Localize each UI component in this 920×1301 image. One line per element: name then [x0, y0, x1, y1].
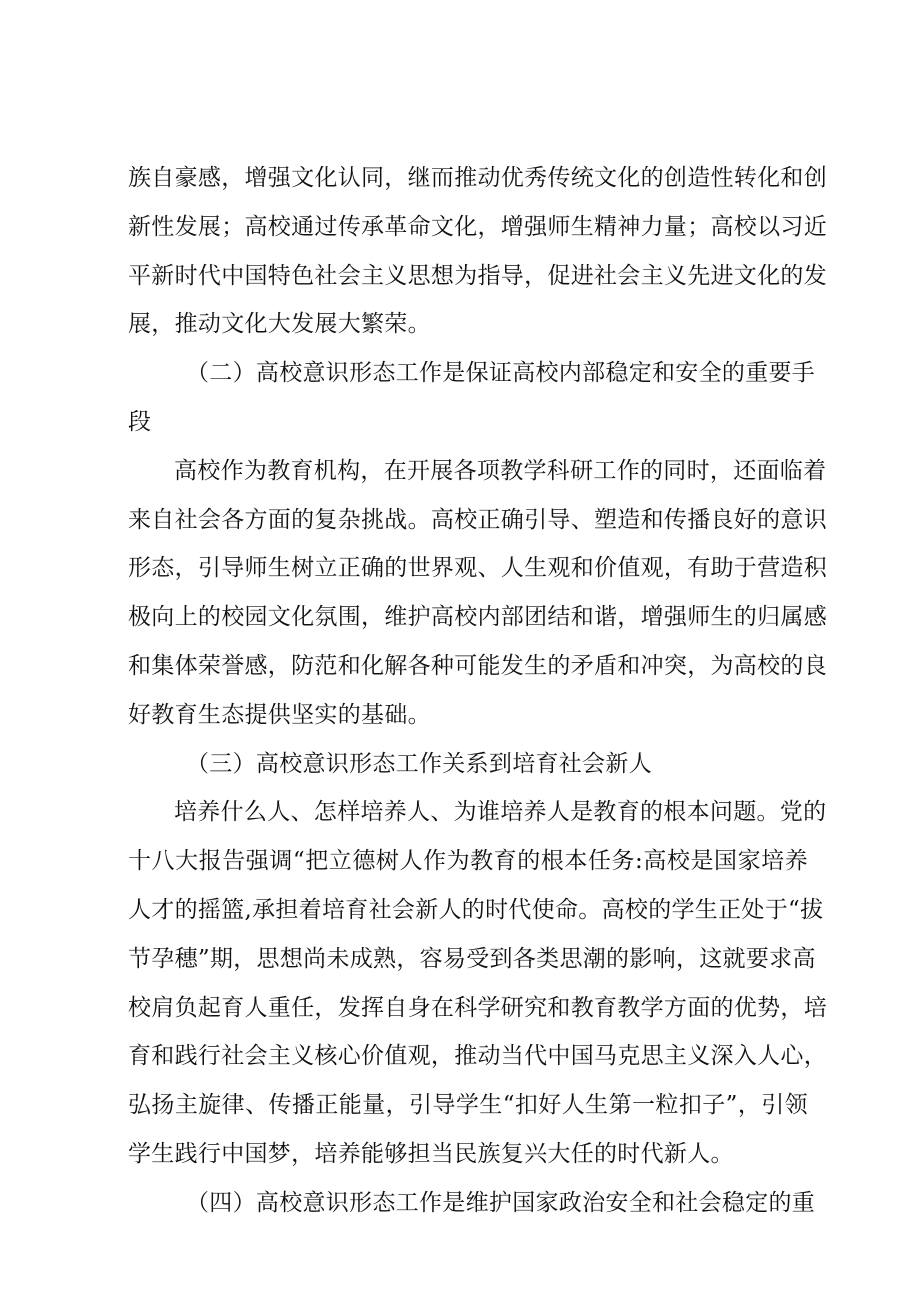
text-line: 学生践行中国梦，培养能够担当民族复兴大任的时代新人。 — [128, 1140, 734, 1167]
section-heading-2-cont: 段 — [128, 408, 152, 435]
text-line: 好教育生态提供坚实的基础。 — [128, 701, 431, 728]
text-line: 育和践行社会主义核心价值观，推动当代中国马克思主义深入人心， — [128, 1043, 827, 1070]
section-heading-2: （二）高校意识形态工作是保证高校内部稳定和安全的重要手 — [186, 360, 816, 387]
section-heading-4: （四）高校意识形态工作是维护国家政治安全和社会稳定的重 — [186, 1189, 816, 1216]
paragraph-first-line: 培养什么人、怎样培养人、为谁培养人是教育的根本问题。党的 — [174, 799, 827, 826]
text-line: 节孕穗”期，思想尚未成熟，容易受到各类思潮的影响，这就要求高 — [128, 945, 816, 972]
section-heading-3: （三）高校意识形态工作关系到培育社会新人 — [186, 750, 652, 777]
text-line: 弘扬主旋律、传播正能量，引导学生“扣好人生第一粒扣子”，引领 — [128, 1092, 808, 1119]
text-line: 形态，引导师生树立正确的世界观、人生观和价值观，有助于营造积 — [128, 555, 827, 582]
text-line: 人才的摇篮,承担着培育社会新人的时代使命。高校的学生正处于“拔 — [128, 896, 824, 923]
text-line: 和集体荣誉感，防范和化解各种可能发生的矛盾和冲突，为高校的良 — [128, 652, 827, 679]
text-line: 来自社会各方面的复杂挑战。高校正确引导、塑造和传播良好的意识 — [128, 506, 827, 533]
text-line: 新性发展；高校通过传承革命文化，增强师生精神力量；高校以习近 — [128, 213, 827, 240]
text-line: 族自豪感，增强文化认同，继而推动优秀传统文化的创造性转化和创 — [128, 165, 827, 191]
text-line: 校肩负起育人重任，发挥自身在科学研究和教育教学方面的优势，培 — [128, 994, 827, 1021]
text-line: 十八大报告强调“把立德树人作为教育的根本任务:高校是国家培养 — [128, 848, 808, 875]
text-line: 极向上的校园文化氛围，维护高校内部团结和谐，增强师生的归属感 — [128, 604, 827, 631]
paragraph-first-line: 高校作为教育机构，在开展各项教学科研工作的同时，还面临着 — [174, 457, 827, 484]
text-line: 展，推动文化大发展大繁荣。 — [128, 311, 431, 338]
text-line: 平新时代中国特色社会主义思想为指导，促进社会主义先进文化的发 — [128, 262, 827, 289]
document-body — [128, 154, 827, 1228]
